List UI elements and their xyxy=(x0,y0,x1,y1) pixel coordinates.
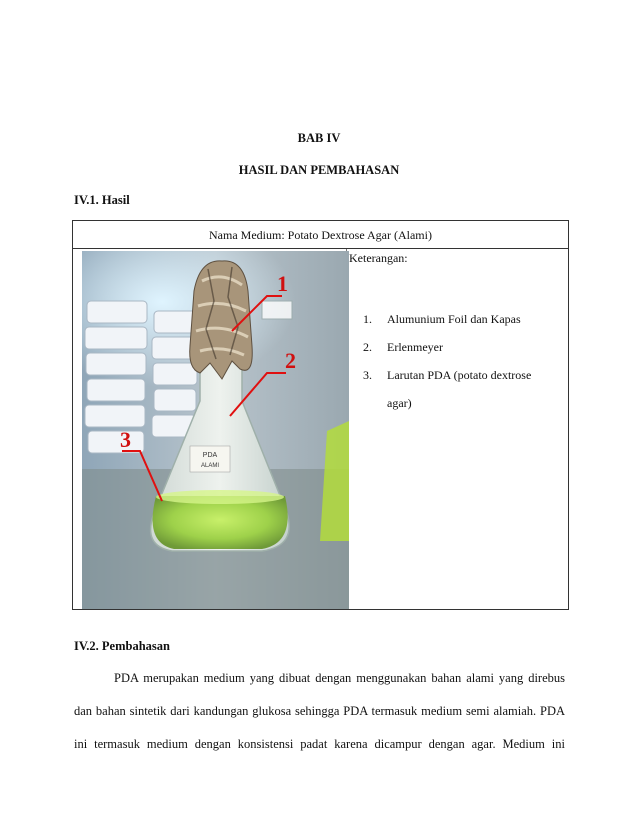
discussion-paragraph xyxy=(74,662,565,761)
section-heading-hasil: IV.1. Hasil xyxy=(74,193,130,207)
note-number: 1. xyxy=(363,312,372,326)
flask-label-line1: PDA xyxy=(202,452,218,459)
table-header-medium: Nama Medium: Potato Dextrose Agar (Alami) xyxy=(73,221,568,249)
result-table xyxy=(72,220,569,610)
chapter-number: BAB IV xyxy=(297,131,341,145)
note-text: Erlenmeyer xyxy=(387,340,443,354)
note-item xyxy=(363,305,553,333)
note-item xyxy=(363,361,553,417)
chapter-title: HASIL DAN PEMBAHASAN xyxy=(238,163,400,177)
marker-3: 3 xyxy=(120,427,131,452)
marker-2: 2 xyxy=(285,348,296,373)
marker-1: 1 xyxy=(277,271,288,296)
notes-title: Keterangan: xyxy=(349,251,408,265)
flask-photo xyxy=(82,251,349,609)
paragraph-line: PDA merupakan medium yang dibuat dengan menggunakan bahan alami yang direbus xyxy=(114,671,565,685)
note-text: Alumunium Foil dan Kapas xyxy=(387,312,521,326)
paragraph-line: ini termasuk medium dengan konsistensi padat karena dicampur dengan agar. Medium ini xyxy=(74,737,565,751)
paragraph-line: dan bahan sintetik dari kandungan glukosa sehingga PDA termasuk medium semi alamiah. PDA xyxy=(74,704,565,718)
note-text: Larutan PDA (potato dextrose agar) xyxy=(387,368,532,410)
note-number: 3. xyxy=(363,368,372,382)
note-number: 2. xyxy=(363,340,372,354)
flask-label-line2: ALAMI xyxy=(200,463,220,469)
note-item xyxy=(363,333,553,361)
section-heading-pembahasan: IV.2. Pembahasan xyxy=(74,639,170,653)
notes-list xyxy=(363,305,553,417)
